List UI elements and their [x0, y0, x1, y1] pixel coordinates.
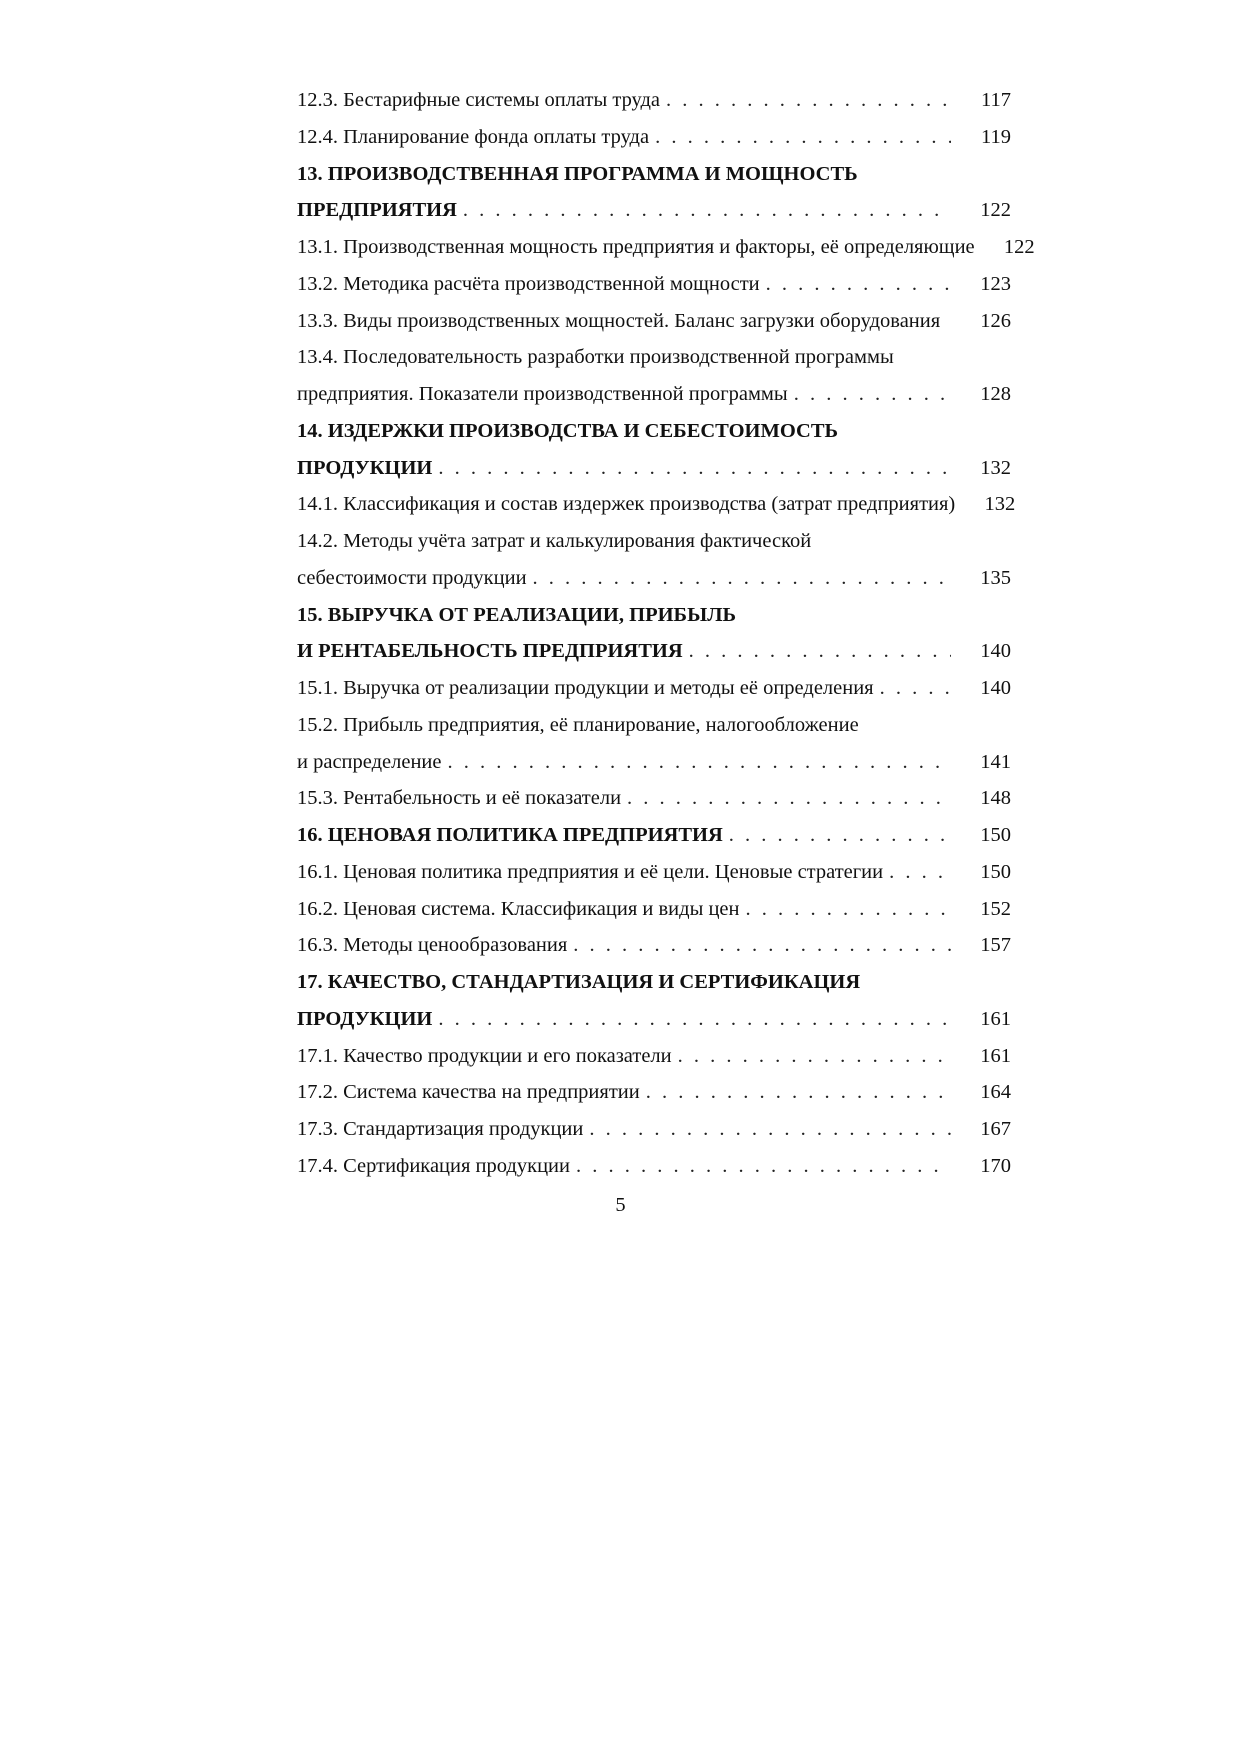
toc-page-number: 123: [980, 272, 1011, 295]
dot-leader: [794, 376, 951, 413]
toc-page-number: 122: [1003, 236, 1035, 258]
toc-entry-title: ПРЕДПРИЯТИЯ: [297, 199, 457, 222]
dot-leader: [438, 450, 951, 487]
toc-entry-title: себестоимости продукции: [297, 566, 527, 589]
toc-page-number: 148: [980, 787, 1011, 810]
dot-leader: [573, 927, 951, 964]
dot-leader: [766, 266, 951, 303]
toc-entry-title: 17.3. Стандартизация продукции: [297, 1118, 584, 1140]
toc-entry: [297, 1074, 1011, 1111]
table-of-contents: [297, 82, 1035, 1185]
toc-entry: [297, 780, 1011, 817]
toc-page-number: 157: [980, 934, 1011, 957]
toc-page-number: 117: [981, 89, 1011, 111]
toc-page-number: 119: [981, 125, 1011, 148]
toc-page-number: 152: [980, 897, 1011, 920]
toc-entry: [297, 119, 1011, 156]
toc-page-number: 122: [980, 199, 1011, 222]
toc-entry-title: 14.1. Классификация и состав издержек производства (затрат предприятия): [297, 493, 956, 516]
toc-entry: [297, 891, 1011, 928]
toc-page-number: 140: [980, 677, 1011, 699]
dot-leader: [746, 891, 951, 928]
toc-entry-title: 13. ПРОИЗВОДСТВЕННАЯ ПРОГРАММА И МОЩНОСТЬ: [297, 162, 858, 185]
toc-entry-title: 15.1. Выручка от реализации продукции и методы её определения: [297, 677, 874, 699]
toc-entry-title: 14. ИЗДЕРЖКИ ПРОИЗВОДСТВА И СЕБЕСТОИМОСТЬ: [297, 419, 839, 442]
toc-entry-title: 16. ЦЕНОВАЯ ПОЛИТИКА ПРЕДПРИЯТИЯ: [297, 824, 723, 846]
toc-entry-title: 16.3. Методы ценообразования: [297, 934, 568, 957]
dot-leader: [729, 817, 951, 854]
toc-entry: [297, 1038, 1011, 1075]
toc-entry-title: 17.2. Система качества на предприятии: [297, 1081, 640, 1104]
toc-entry: [297, 523, 1011, 560]
toc-entry-title: и распределение: [297, 750, 442, 773]
toc-entry: [297, 927, 1011, 964]
dot-leader: [678, 1038, 951, 1075]
page-number: 5: [615, 1194, 626, 1216]
dot-leader: [448, 744, 952, 781]
toc-section-heading: [297, 964, 1011, 1001]
toc-page-number: 135: [980, 566, 1011, 589]
toc-section-heading: [297, 1001, 1011, 1038]
dot-leader: [646, 1074, 951, 1111]
toc-entry-title: 15. ВЫРУЧКА ОТ РЕАЛИЗАЦИИ, ПРИБЫЛЬ: [297, 603, 737, 626]
toc-page-number: 170: [980, 1154, 1011, 1177]
toc-entry-title: И РЕНТАБЕЛЬНОСТЬ ПРЕДПРИЯТИЯ: [297, 640, 683, 663]
toc-entry: [297, 744, 1011, 781]
dot-leader: [438, 1001, 951, 1038]
dot-leader: [627, 780, 951, 817]
toc-entry-title: 15.3. Рентабельность и её показатели: [297, 787, 622, 810]
toc-section-heading: [297, 817, 1011, 854]
toc-entry-title: 14.2. Методы учёта затрат и калькулирования фактической: [297, 530, 812, 552]
toc-section-heading: [297, 450, 1011, 487]
toc-page-number: 150: [980, 860, 1011, 883]
toc-page-number: 161: [980, 1007, 1011, 1030]
toc-entry: [297, 303, 1011, 340]
dot-leader: [889, 854, 951, 891]
toc-entry: [297, 339, 1011, 376]
toc-entry-title: 17.1. Качество продукции и его показатели: [297, 1044, 672, 1067]
dot-leader: [589, 1111, 951, 1148]
toc-section-heading: [297, 192, 1011, 229]
toc-entry-title: 17. КАЧЕСТВО, СТАНДАРТИЗАЦИЯ И СЕРТИФИКАЦИЯ: [297, 971, 861, 993]
toc-page-number: 128: [980, 383, 1011, 405]
dot-leader: [655, 119, 951, 156]
toc-entry: [297, 229, 1035, 266]
dot-leader: [463, 192, 951, 229]
toc-page-number: 132: [980, 456, 1011, 479]
toc-entry: [297, 1148, 1011, 1185]
toc-section-heading: [297, 413, 1011, 450]
toc-entry-title: 13.4. Последовательность разработки производственной программы: [297, 346, 894, 369]
toc-entry: [297, 486, 1016, 523]
toc-entry-title: ПРОДУКЦИИ: [297, 1007, 433, 1030]
toc-entry: [297, 670, 1011, 707]
toc-entry: [297, 82, 1011, 119]
toc-entry-title: 16.2. Ценовая система. Классификация и виды цен: [297, 897, 740, 920]
toc-page-number: 126: [980, 309, 1011, 332]
dot-leader: [533, 560, 951, 597]
toc-section-heading: [297, 633, 1011, 670]
dot-leader: [689, 633, 951, 670]
toc-entry-title: 12.4. Планирование фонда оплаты труда: [297, 125, 650, 148]
toc-page-number: 167: [980, 1118, 1011, 1140]
toc-entry-title: 13.2. Методика расчёта производственной мощности: [297, 272, 760, 295]
toc-entry: [297, 376, 1011, 413]
dot-leader: [666, 82, 951, 119]
toc-entry-title: 16.1. Ценовая политика предприятия и её цели. Ценовые стратегии: [297, 860, 884, 883]
toc-entry: [297, 560, 1011, 597]
toc-page-number: 164: [980, 1081, 1011, 1104]
toc-page-number: 140: [980, 640, 1011, 663]
toc-entry: [297, 854, 1011, 891]
toc-entry-title: 12.3. Бестарифные системы оплаты труда: [297, 89, 661, 111]
toc-section-heading: [297, 156, 1011, 193]
toc-entry: [297, 707, 1011, 744]
toc-entry-title: ПРОДУКЦИИ: [297, 456, 433, 479]
toc-entry-title: 13.1. Производственная мощность предприятия и факторы, её определяющие: [297, 236, 975, 258]
toc-page-number: 141: [980, 750, 1011, 773]
toc-entry-title: предприятия. Показатели производственной программы: [297, 383, 788, 405]
toc-page-number: 150: [980, 824, 1011, 846]
dot-leader: [880, 670, 951, 707]
toc-entry: [297, 266, 1011, 303]
toc-section-heading: [297, 597, 1011, 634]
dot-leader: [576, 1148, 951, 1185]
toc-entry-title: 17.4. Сертификация продукции: [297, 1154, 570, 1177]
toc-entry-title: 15.2. Прибыль предприятия, её планирование, налогообложение: [297, 713, 859, 736]
toc-entry-title: 13.3. Виды производственных мощностей. Баланс загрузки оборудования: [297, 309, 941, 332]
toc-entry: [297, 1111, 1011, 1148]
toc-page-number: 161: [980, 1044, 1011, 1067]
toc-page-number: 132: [984, 493, 1016, 516]
